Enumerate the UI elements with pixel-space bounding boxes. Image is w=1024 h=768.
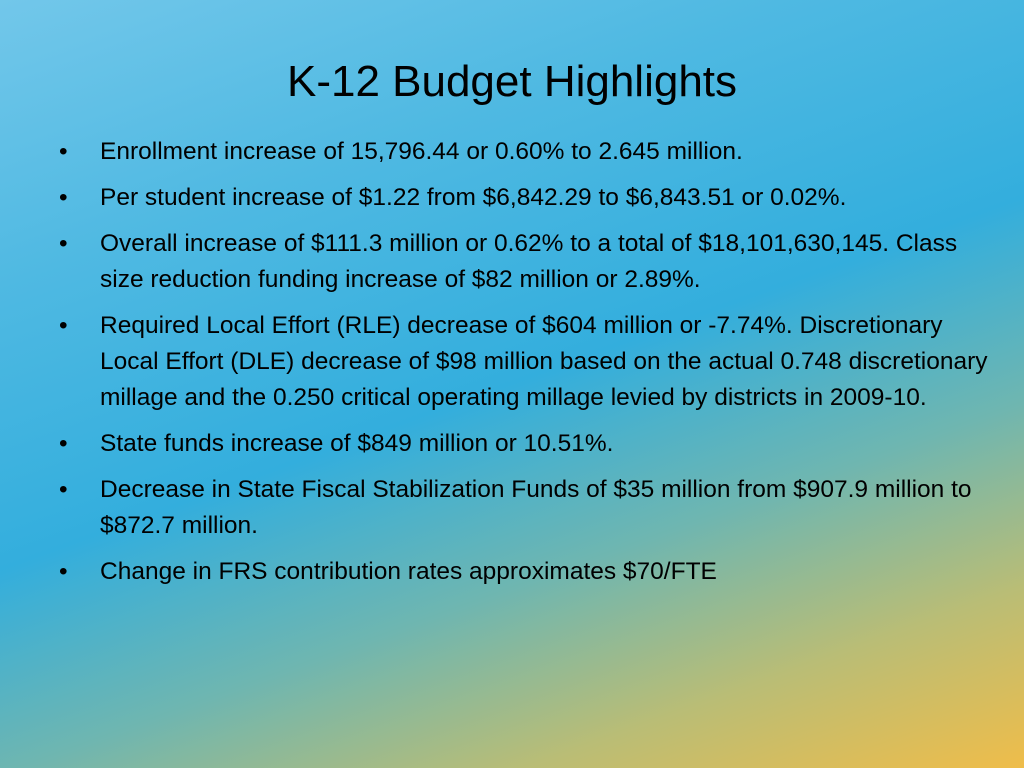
bullet-text: Overall increase of $111.3 million or 0.62% to a total of $18,101,630,145. Class size reduction funding increase of $82 million or 2.89%. <box>100 230 958 293</box>
bullet-item <box>56 180 1001 216</box>
bullet-text: Decrease in State Fiscal Stabilization Funds of $35 million from $907.9 million to $872.7 million. <box>100 476 972 539</box>
bullet-text: Change in FRS contribution rates approximates $70/FTE <box>100 558 717 585</box>
bullet-text: Enrollment increase of 15,796.44 or 0.60% to 2.645 million. <box>100 138 743 165</box>
bullet-item <box>56 226 1001 298</box>
bullet-item <box>56 308 1001 416</box>
bullet-text: Per student increase of $1.22 from $6,842.29 to $6,843.51 or 0.02%. <box>100 184 847 211</box>
bullet-icon: • <box>59 312 68 339</box>
bullet-icon: • <box>59 184 68 211</box>
bullet-icon: • <box>59 476 68 503</box>
bullet-text: State funds increase of $849 million or 10.51%. <box>100 430 614 457</box>
bullet-item <box>56 426 1001 462</box>
bullet-item <box>56 554 1001 590</box>
bullet-icon: • <box>59 558 68 585</box>
bullet-item <box>56 134 1001 170</box>
bullet-item <box>56 472 1001 544</box>
slide-title: K-12 Budget Highlights <box>286 57 738 106</box>
bullet-icon: • <box>59 138 68 165</box>
bullet-list <box>56 134 1001 600</box>
bullet-text: Required Local Effort (RLE) decrease of $604 million or -7.74%. Discretionary Local Effort (DLE) decrease of $98 million based on the actual 0.748 discretionary millage and the 0.250 critical operating millage levied by districts in 2009-10. <box>100 312 988 411</box>
bullet-icon: • <box>59 430 68 457</box>
bullet-icon: • <box>59 230 68 257</box>
